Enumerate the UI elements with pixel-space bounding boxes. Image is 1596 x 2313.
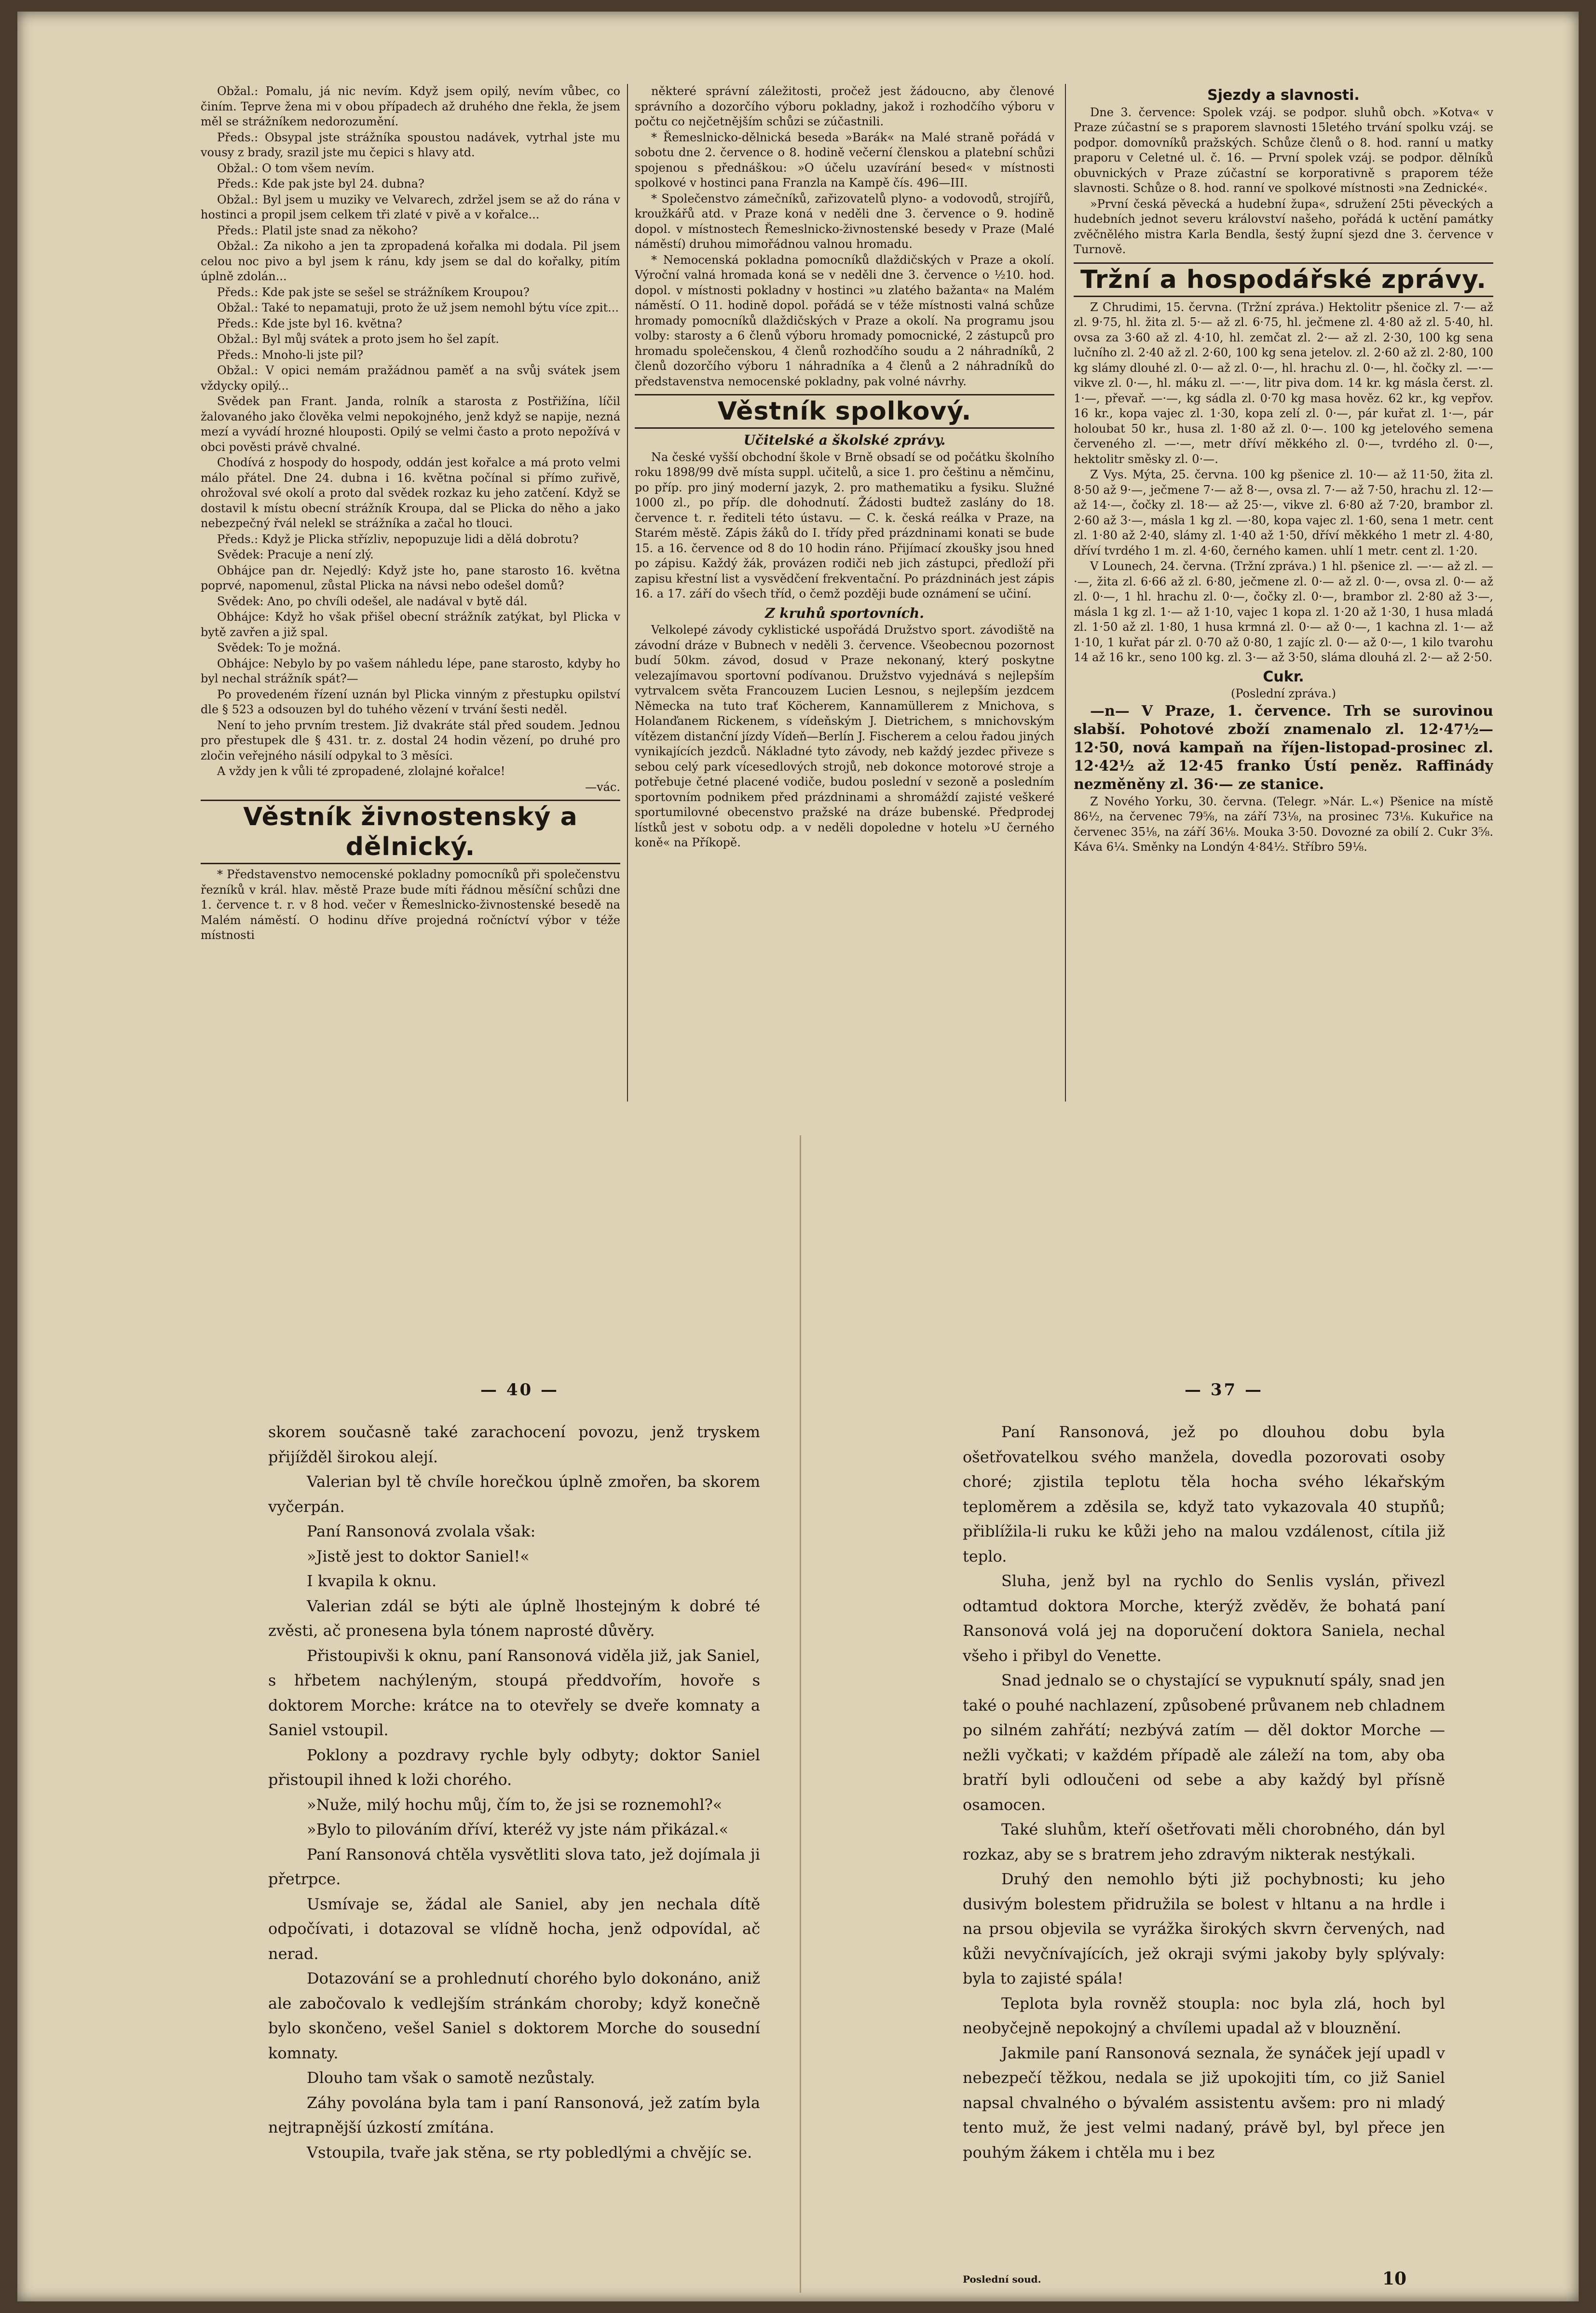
paragraph: Chodívá z hospody do hospody, oddán jest kořalce a má proto velmi málo přátel. Dne 24. dubna i 16. května počínal si přímo zuřivě, ohrožoval své okolí a proto dal svědek rozkaz ku jeho zatčení. Když se dostavil k místu obecní strážník Kroupa, dal se Plicka do něho a jako nebezpečný řvál nelekl se strážníka a začal ho tlouci.	[201, 456, 620, 530]
paragraph: Svědek: To je možná.	[217, 641, 341, 654]
paragraph: některé správní záležitosti, pročež jest žádoucno, aby členové správního a dozorčího výboru pokladny, jakož i rozhodčího výboru v počtu co nejčetnějším schůzi se zúčastnili.	[635, 84, 1054, 128]
newspaper-page	[17, 12, 1579, 1121]
paragraph: Obžal.: O tom všem nevím.	[217, 161, 375, 175]
column-court-report	[201, 84, 620, 1106]
paragraph: Z Vys. Mýta, 25. června. 100 kg pšenice zl. 10·— až 11·50, žita zl. 8·50 až 9·—, ječmene 7·— až 8·—, ovsa zl. 7·— až 7·50, hrachu zl. 12·— až 14·—, čočky zl. 18·— až 25·—, vikve zl. 6·80 až 7·20, brambor zl. 2·60 až 3·—, másla 1 kg zl. —·80, kopa vajec zl. 1·60, sena 1 metr. cent zl. 1·80 až 2·40, slámy zl. 1·40 až 1·50, dříví měkkého 1 metr zl. 4·80, dříví tvrdého 1 m. zl. 4·60, černého kamen. uhlí 1 metr. cent zl. 1·20.	[1074, 468, 1493, 558]
paragraph: Svědek: Pracuje a není zlý.	[217, 548, 374, 561]
page-fold	[800, 1135, 801, 2293]
paragraph: Dotazování se a prohlednutí chorého bylo dokonáno, aniž ale zabočovalo k vedlejším stránkám choroby; když konečně bylo skončeno, vešel Saniel s doktorem Morche do sousední komnaty.	[268, 1969, 760, 2062]
paragraph: Po provedeném řízení uznán byl Plicka vinným z přestupku opilství dle § 523 a odsouzen byl do tuhého vězení v trvání šesti neděl.	[201, 687, 620, 716]
paragraph: Přistoupivši k oknu, paní Ransonová viděla již, jak Saniel, s hřbetem nachýleným, stoupá předdvořím, hovoře s doktorem Morche: krátce na to otevřely se dveře komnaty a Saniel vstoupil.	[268, 1646, 760, 1739]
paragraph: »Bylo to pilováním dříví, kteréž vy jste nám přikázal.«	[307, 1820, 729, 1838]
paragraph: Druhý den nemohlo býti již pochybnosti; ku jeho dusivým bolestem přidružila se bolest v hltanu a na hrdle i na prsou objevila se vyrážka širokých skvrn červených, nad kůži nevyčnívajících, jež okraji svými jakoby byly splývaly: byla to zajisté spála!	[963, 1870, 1445, 1987]
paragraph: V Lounech, 24. června. (Tržní zpráva.) 1 hl. pšenice zl. —·— až zl. —·—, žita zl. 6·66 až zl. 6·80, ječmene zl. 0·— až zl. 0·—, ovsa zl. 0·— až zl. 0·—, 1 hl. hrachu zl. 0·—, čočky zl. 0·—, brambor zl. 2·80 až 3·—, másla 1 kg zl. 1·— až 1·10, vajec 1 kopa zl. 1·20 až 1·30, 1 husa mladá zl. 1·50 až zl. 1·80, 1 husa krmná zl. 0·— až 0·—, 1 kachna zl. 1·— až 1·10, 1 kuřat pár zl. 0·70 až 0·80, 1 zajíc zl. 0·— až 0·—, 1 kilo tvarohu 14 až 16 kr., seno 100 kg. zl. 3·— až 3·50, sláma dlouhá zl. 2·— až 2·50.	[1074, 559, 1493, 664]
paragraph: —n— V Praze, 1. července. Trh se surovinou slabší. Pohotové zboží znamenalo zl. 12·47½—12·50, nová kampaň na říjen-listopad-prosinec zl. 12·42½ až 12·45 franko Ústí peněz. Raffinády nezměněny zl. 36·— ze stanice.	[1074, 702, 1493, 793]
novel-page-right	[963, 1420, 1445, 2264]
paragraph: Paní Ransonová chtěla vysvětliti slova tato, jež dojímala ji přetrpce.	[268, 1845, 760, 1888]
paragraph: skorem současně také zarachocení povozu, jenž tryskem přijížděl širokou alejí.	[268, 1423, 760, 1466]
paragraph: Předs.: Kde pak jste byl 24. dubna?	[217, 177, 424, 190]
paragraph: Poklony a pozdravy rychle byly odbyty; doktor Saniel přistoupil ihned k loži chorého.	[268, 1745, 760, 1789]
paragraph: Z Chrudimi, 15. června. (Tržní zpráva.) Hektolitr pšenice zl. 7·— až zl. 9·75, hl. žita zl. 5·— až zl. 6·75, hl. ječmene zl. 4·80 až zl. 5·40, hl. ovsa za 3·60 až zl. 4·10, hl. zemčat zl. 2·— až zl. 2·30, 100 kg sena lučního zl. 2·40 až zl. 2·60, 100 kg sena jetelov. zl. 2·60 až zl. 2·80, 100 kg slámy dlouhé zl. 0·— až zl. 0·—, hl. hrachu zl. 0·—, hl. čočky zl. —·— vikve zl. 0·—, hl. máku zl. —·—, litr piva dom. 14 kr. kg másla čerst. zl. 1·—, převař. —·—, kg sádla zl. 0·70 kg masa hověz. 62 kr., kg vepřov. 16 kr., kopa vajec zl. 1·30, kopa zelí zl. 0·—, pár kuřat zl. 1·—, pár holoubat 50 kr., husa zl. 1·80 až zl. 0·—. 100 kg jetelového semena červeného zl. —·—, metr dříví měkkého zl. 0·—, tvrdého zl. 0·—, hektolitr směsky zl. 0·—.	[1074, 300, 1493, 466]
paragraph: »Jistě jest to doktor Saniel!«	[307, 1547, 530, 1565]
paragraph: Snad jednalo se o chystající se vypuknutí spály, snad jen také o pouhé nachlazení, způsobené průvanem neb chladnem po silném zahřátí; nezbývá zatím — děl doktor Morche — nežli vyčkati; v každém případě ale záleží na tom, aby oba bratří byli odloučeni od sebe a aby každý byl přísně osamocen.	[963, 1671, 1445, 1814]
paragraph: Obhájce pan dr. Nejedlý: Když jste ho, pane starosto 16. května poprvé, napomenul, zůstal Plicka na návsi nebo odešel domů?	[201, 563, 620, 592]
paragraph: * Představenstvo nemocenské pokladny pomocníků při společenstvu řezníků v král. hlav. městě Praze bude míti řádnou měsíční schůzi dne 1. července t. r. v 8 hod. večer v Řemeslnicko-živnostenské besedě na Malém náměstí. O hodinu dříve projedná ročníctví výbor v téže místnosti	[201, 868, 620, 942]
subheading: Cukr.	[1263, 668, 1304, 685]
paragraph: Valerian byl tě chvíle horečkou úplně zmořen, ba skorem vyčerpán.	[268, 1472, 760, 1516]
page-number: — 37 —	[1185, 1380, 1263, 1400]
paragraph: * Společenstvo zámečníků, zařizovatelů plyno- a vodovodů, strojířů, kroužkářů atd. v Praze koná v neděli dne 3. července o 9. hodině dopol. v místnostech Řemeslnicko-živnostenské besedy v Praze (Malé náměstí) druhou mimořádnou valnou hromadu.	[635, 191, 1054, 251]
paragraph: Obžal.: V opici nemám pražádnou paměť a na svůj svátek jsem vždycky opilý...	[201, 364, 620, 393]
paragraph: Obžal.: Pomalu, já nic nevím. Když jsem opilý, nevím vůbec, co činím. Teprve žena mi v obou případech až druhého dne řekla, že jsem měl se strážníkem nedorozumění.	[201, 84, 620, 128]
paragraph: Obžal.: Byl můj svátek a proto jsem ho šel zapít.	[217, 332, 499, 346]
page-number: — 40 —	[480, 1380, 559, 1400]
subheading: Sjezdy a slavnosti.	[1207, 87, 1360, 104]
paragraph: Není to jeho prvním trestem. Již dvakráte stál před soudem. Jednou pro přestupek dle § 431. tr. z. dostal 24 hodin vězení, po druhé pro zločin veřejného násilí odpykal to 3 měsíci.	[201, 718, 620, 762]
paragraph: Předs.: Kde jste byl 16. května?	[217, 316, 402, 330]
column-associations	[635, 84, 1054, 1106]
paragraph: Svědek pan Frant. Janda, rolník a starosta z Postřižína, líčil žalovaného jako člověka velmi nepokojného, jenž když se napije, nezná mezí a vyvádí hrozné hlouposti. Opilý se velmi často a proto nepožívá v obci pověsti právě chvalné.	[201, 395, 620, 454]
paragraph: Předs.: Když je Plicka střízliv, nepopuzuje lidi a dělá dobrotu?	[217, 532, 579, 546]
paragraph: * Nemocenská pokladna pomocníků dlaždičských v Praze a okolí. Výroční valná hromada koná se v neděli dne 3. července o ½10. hod. dopol. v místnosti pokladny v hostinci »u zlatého bažanta« na Malém náměstí. O 11. hodině dopol. pořádá se v téže místnosti valná schůze hromady pomocníků dlaždičských v Praze a okolí. Na programu jsou volby: starosty a 6 členů výboru hromady pomocnické, 2 zástupců pro hromadu společenskou, 4 členů rozhodčího soudu a 2 náhradníků, 2 členů dozorčího výboru 1 náhradníka a 4 členů a 2 náhradníků do představenstva nemocenské pokladny, pak volné návrhy.	[635, 253, 1054, 388]
paragraph: Vstoupila, tvaře jak stěna, se rty pobledlými a chvějíc se.	[307, 2143, 752, 2162]
paragraph: I kvapila k oknu.	[307, 1572, 437, 1590]
paragraph: Záhy povolána byla tam i paní Ransonová, jež zatím byla nejtrapnější úzkostí zmítána.	[268, 2093, 760, 2136]
paragraph: Dlouho tam však o samotě nezůstaly.	[307, 2068, 595, 2087]
paragraph: Sluha, jenž byl na rychlo do Senlis vyslán, přivezl odtamtud doktora Morche, kterýž zvěděv, že bohatá paní Ransonová volá jej na doporučení doktora Saniela, nechal všeho i přibyl do Venette.	[963, 1572, 1445, 1665]
paragraph: Dne 3. července: Spolek vzáj. se podpor. sluhů obch. »Kotva« v Praze zúčastní se s praporem slavnosti 15letého trvání spolku vzáj. se podpor. domovníků pražských. Schůze členů o 8. hod. ranní u matky praporu v Celetné ul. č. 16. — První spolek vzáj. se podpor. dělníků obuvnických v Praze zúčastní se korporativně s praporem téže slavnosti. Schůze o 8. hod. ranní ve spolkové místnosti »na Zednické«.	[1074, 105, 1493, 195]
section-heading: Věstník živnostenský a dělnický.	[201, 800, 620, 864]
subheading-note: (Poslední zpráva.)	[1231, 687, 1336, 700]
paragraph: * Řemeslnicko-dělnická beseda »Barák« na Malé straně pořádá v sobotu dne 2. července o 8. hodině večerní členskou a platební schůzi spojenou s přednáškou: »O účelu uzavírání besed« v místnosti spolkové v hostinci pana Franzla na Kampě čís. 496—III.	[635, 130, 1054, 190]
signature-mark: Poslední soud.	[963, 2273, 1041, 2285]
newspaper-spread	[17, 12, 1579, 2301]
paragraph: Svědek: Ano, po chvíli odešel, ale nadával v bytě dál.	[217, 594, 528, 608]
paragraph: Předs.: Platil jste snad za někoho?	[217, 223, 418, 237]
paragraph: Obžal.: Také to nepamatuji, proto že už jsem nemohl býtu více zpit...	[217, 301, 619, 314]
paragraph: »Nuže, milý hochu můj, čím to, že jsi se roznemohl?«	[307, 1795, 723, 1814]
paragraph: Usmívaje se, žádal ale Saniel, aby jen nechala dítě odpočívati, i dotazoval se vlídně hocha, jenž odpovídal, ač nerad.	[268, 1894, 760, 1963]
column-rule	[627, 84, 628, 1102]
paragraph: Velkolepé závody cyklistické uspořádá Družstvo sport. závodiště na závodní dráze v Bubnech v neděli 3. července. Všeobecnou pozornost budí 50km. závod, dosud v Praze nekonaný, který poskytne velezajímavou sportovní podívanou. Družstvo vyjednává s nejlepším vytrvalcem světa Francouzem Lucien Lesnou, s nejlepším jezdcem Německa na tuto trať Köcherem, Kannamüllerem z Mnichova, s Holanďanem Rickenem, s vídeňským J. Dietrichem, s mnichovským vítězem distanční jízdy Vídeň—Berlín J. Fischerem a celou řadou jiných vynikajících jezdců. Nákladné tyto závody, neb každý jezdec přiveze s sebou celý park vícesedlových strojů, neb dokonce motorové stroje a potřebuje četné placené vodiče, budou poslední v sezoně a posledním sportovním podnikem před prázdninami a shromáždí zajisté veškeré sportumilovné obecenstvo pražské na dráze bubenské. Předprodej lístků jest v sobotu odp. a v neděli dopoledne v hotelu »U černého koně« na Příkopě.	[635, 623, 1054, 849]
paragraph: Také sluhům, kteří ošetřovati měli chorobného, dán byl rozkaz, aby se s bratrem jeho zdravým nikterak nestýkali.	[963, 1820, 1445, 1864]
paragraph: Obhájce: Když ho však přišel obecní strážník zatýkat, byl Plicka v bytě zavřen a již spal.	[201, 610, 620, 639]
paragraph: Paní Ransonová zvolala však:	[307, 1522, 536, 1540]
column-rule	[1065, 84, 1066, 1102]
novel-page-left	[268, 1420, 760, 2288]
paragraph: Předs.: Kde pak jste se sešel se strážníkem Kroupou?	[217, 285, 530, 299]
paragraph: Jakmile paní Ransonová seznala, že synáček její upadl v nebezpečí těžkou, nedala se již upokojiti tím, co již Saniel napsal chvalného o bývalém assistentu avšem: pro ni mladý tento muž, že jest velmi nadaný, právě byl, byl přece jen pouhým žákem i chtěla mu i bez	[963, 2043, 1445, 2162]
paragraph: A vždy jen k vůli té zpropadené, zlolajné kořalce!	[217, 764, 505, 778]
paragraph: Předs.: Obsypal jste strážníka spoustou nadávek, vytrhal jste mu vousy z brady, srazil jste mu čepici s hlavy atd.	[201, 130, 620, 159]
paragraph: Z Nového Yorku, 30. června. (Telegr. »Nár. L.«) Pšenice na místě 86½, na červenec 79⅝, na září 73⅛, na prosinec 73⅛. Kukuřice na červenec 35⅛, na září 36⅛. Mouka 3·50. Dovozné za obilí 2. Cukr 3⅝. Káva 6¼. Směnky na Londýn 4·84½. Stříbro 59⅛.	[1074, 794, 1493, 854]
subheading: Z kruhů sportovních.	[765, 605, 924, 621]
signature: —vác.	[585, 780, 620, 794]
signature-number: 10	[1382, 2269, 1407, 2289]
paragraph: Na české vyšší obchodní škole v Brně obsadí se od počátku školního roku 1898/99 dvě místa suppl. učitelů, a sice 1. pro češtinu a němčinu, po příp. pro jiný moderní jazyk, 2. pro mathematiku a fysiku. Služné 1000 zl., po příp. dle dohodnutí. Žádosti budtež zaslány do 18. července t. r. řediteli této ústavu. — C. k. česká reálka v Praze, na Starém městě. Zápis žáků do I. třídy před prázdninami konati se bude 15. a 16. července od 8 do 10 hodin ráno. Přijímací zkoušky jsou hned po zápisu. Každý žák, provázen rodiči neb jich zástupci, předloží při zapisu křestní list a vysvědčení frekventační. Po prázdninách jest zápis 16. a 17. září do všech tříd, o čemž později bude oznámení se učiní.	[635, 450, 1054, 600]
paragraph: Předs.: Mnoho-li jste pil?	[217, 348, 364, 362]
column-market	[1074, 84, 1493, 1106]
paragraph: Obžal.: Za nikoho a jen ta zpropadená kořalka mi dodala. Pil jsem celou noc pivo a byl jsem k ránu, kdy jsem se dal do kořalky, pitím úplně zdolán...	[201, 239, 620, 283]
paragraph: »První česká pěvecká a hudební župa«, sdružení 25ti pěveckých a hudebních jednot severu království našeho, pořádá k uctění památky zvěčnělého mistra Karla Bendla, šestý župní sjezd dne 3. července v Turnově.	[1074, 197, 1493, 256]
section-heading: Věstník spolkový.	[635, 394, 1054, 429]
section-heading: Tržní a hospodářské zprávy.	[1074, 262, 1493, 297]
paragraph: Obžal.: Byl jsem u muziky ve Velvarech, zdržel jsem se až do rána v hostinci a propil jsem celkem tři zlaté v pivě a v kořalce...	[201, 192, 620, 221]
paragraph: Paní Ransonová, jež po dlouhou dobu byla ošetřovatelkou svého manžela, dovedla pozorovati osoby choré; zjistila teplotu těla hocha svého lékařským teploměrem a zděsila se, když tato vykazovala 40 stupňů; přiblížila-li ruku ke kůži jeho na malou vzdálenost, cítila již teplo.	[963, 1423, 1445, 1565]
subheading: Učitelské a školské zprávy.	[743, 432, 946, 448]
paragraph: Teplota byla rovněž stoupla: noc byla zlá, hoch byl neobyčejně nepokojný a chvílemi upadal až v blouznění.	[963, 1994, 1445, 2037]
paragraph: Valerian zdál se býti ale úplně lhostejným k dobré té zvěsti, ač pronesena byla tónem naprosté důvěry.	[268, 1596, 760, 1640]
paragraph: Obhájce: Nebylo by po vašem náhledu lépe, pane starosto, kdyby ho byl nechal strážník spát?—	[201, 656, 620, 685]
